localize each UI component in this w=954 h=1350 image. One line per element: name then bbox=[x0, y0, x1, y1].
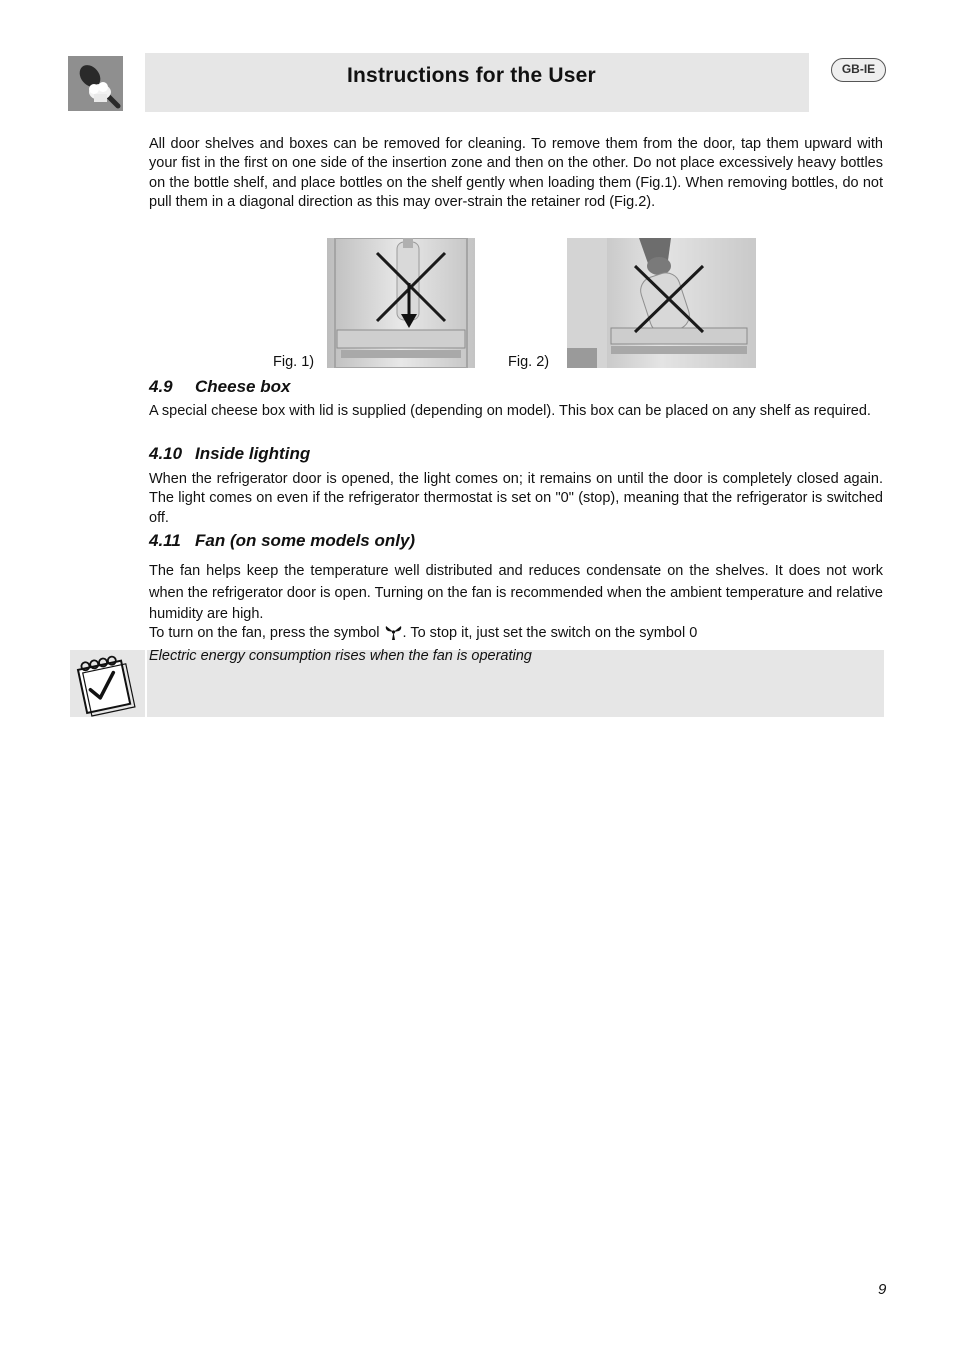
spoon-chef-hat-icon bbox=[68, 56, 123, 111]
inside-lighting-paragraph: When the refrigerator door is opened, the light comes on; it remains on until the door is completely closed again. The light comes on even if the refrigerator thermostat is set on "0" (stop), meaning that the refrigerator is switched off. bbox=[149, 471, 883, 526]
figure-2-label: Fig. 2) bbox=[508, 354, 550, 370]
fan-instruction-end: . To stop it, just set the switch on the symbol 0 bbox=[402, 625, 698, 641]
fan-icon bbox=[384, 624, 403, 640]
section-number: 4.9 bbox=[149, 377, 173, 396]
language-badge: GB-IE bbox=[831, 58, 886, 82]
note-text: Electric energy consumption rises when the fan is operating bbox=[149, 648, 532, 664]
figure-2-photo bbox=[567, 238, 756, 368]
page-number: 9 bbox=[878, 1281, 887, 1298]
fan-instruction-start: To turn on the fan, press the symbol bbox=[149, 625, 380, 641]
intro-paragraph: All door shelves and boxes can be removed for cleaning. To remove them from the door, tap them upward with your fist in the first on one side of the insertion zone and then on the other. Do not place excessively heavy bottles on the bottle shelf, and place bottles on the shelf gently when loading them (Fig.1). When removing bottles, do not pull them in a diagonal direction as this may over-strain the retainer rod (Fig.2). bbox=[149, 136, 883, 211]
figure-1-label: Fig. 1) bbox=[273, 354, 315, 370]
section-title: Inside lighting bbox=[195, 444, 311, 463]
section-heading-cheese-box bbox=[149, 377, 290, 397]
section-title: Cheese box bbox=[195, 377, 291, 396]
page-title: Instructions for the User bbox=[347, 64, 596, 87]
fan-paragraph: The fan helps keep the temperature well distributed and reduces condensate on the shelves. It does not work when the refrigerator door is open. Turning on the fan is recommended when the ambient temperature and relative humidity are high. bbox=[149, 563, 883, 622]
figure-1-photo bbox=[327, 238, 475, 368]
notepad-check-icon bbox=[70, 650, 145, 717]
section-number: 4.10 bbox=[149, 444, 183, 463]
section-number: 4.11 bbox=[149, 531, 181, 550]
section-heading-fan bbox=[149, 531, 415, 551]
section-title: Fan (on some models only) bbox=[195, 531, 416, 550]
section-heading-inside-lighting bbox=[149, 444, 310, 464]
cheese-box-paragraph: A special cheese box with lid is supplied (depending on model). This box can be placed on any shelf as required. bbox=[149, 403, 871, 419]
fan-instruction bbox=[149, 624, 883, 643]
